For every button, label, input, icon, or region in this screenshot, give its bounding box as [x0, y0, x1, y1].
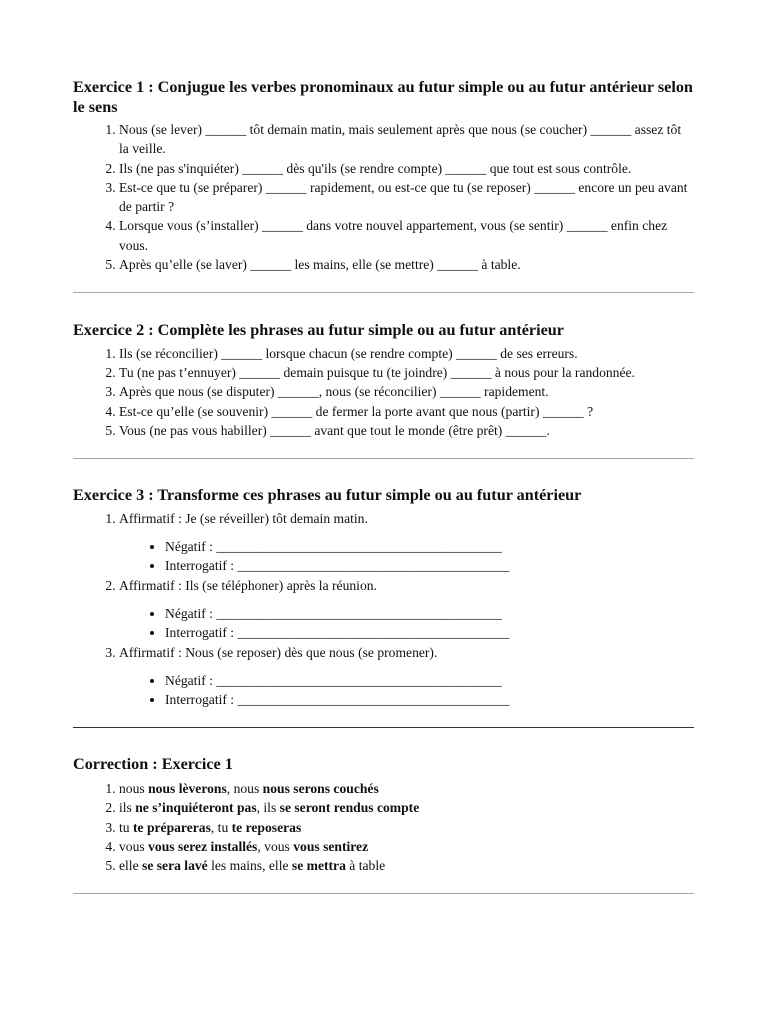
- correction-list: [73, 779, 694, 875]
- answer-text: ne s’inquiéteront pas: [135, 800, 257, 816]
- exercise-3: [73, 486, 694, 709]
- plain-text: , tu: [210, 819, 232, 835]
- plain-text: vous: [119, 838, 149, 854]
- exercise-1-list: [73, 120, 694, 274]
- section-divider: [73, 292, 694, 293]
- interrogative-answer-line: • Interrogatif : ________________________________________: [165, 690, 694, 709]
- list-item: 3. Est-ce que tu (se préparer) ______ rapidement, ou est-ce que tu (se reposer) ______ encore un peu avant de partir ?: [119, 178, 694, 217]
- list-item: [119, 856, 694, 875]
- exercise-3-title: Exercice 3 : Transforme ces phrases au futur simple ou au futur antérieur: [73, 486, 582, 505]
- list-item: [119, 798, 694, 817]
- correction-title: Correction : Exercice 1: [73, 754, 233, 773]
- affirmative-sentence: Affirmatif : Ils (se téléphoner) après la réunion.: [119, 577, 377, 593]
- affirmative-sentence: Affirmatif : Je (se réveiller) tôt demain matin.: [119, 510, 368, 526]
- answer-text: te prépareras: [132, 819, 211, 835]
- plain-text: elle: [119, 858, 143, 874]
- section-divider: [73, 893, 694, 894]
- plain-text: tu: [119, 819, 133, 835]
- negative-answer-line: • Négatif : __________________________________________: [165, 537, 694, 556]
- exercise-2-title: Exercice 2 : Complète les phrases au futur simple ou au futur antérieur: [73, 321, 564, 340]
- list-item: [119, 818, 694, 837]
- list-item: 5. Vous (ne pas vous habiller) ______ avant que tout le monde (être prêt) ______.: [119, 421, 694, 440]
- answer-text: se seront rendus compte: [279, 800, 420, 816]
- list-item: [119, 837, 694, 856]
- plain-text: ils: [119, 800, 136, 816]
- answer-list: [119, 537, 694, 576]
- exercise-1: [73, 78, 694, 274]
- exercise-1-title: Exercice 1 : Conjugue les verbes pronominaux au futur simple ou au futur antérieur selon le sens: [73, 78, 693, 116]
- plain-text: , nous: [226, 781, 263, 797]
- exercise-3-list: [73, 509, 694, 710]
- interrogative-answer-line: • Interrogatif : ________________________________________: [165, 623, 694, 642]
- answer-list: [119, 671, 694, 710]
- answer-text: se mettra: [291, 858, 346, 874]
- answer-text: nous lèverons: [148, 781, 227, 797]
- plain-text: les mains, elle: [207, 858, 292, 874]
- answer-text: nous serons couchés: [262, 781, 379, 797]
- plain-text: à table: [345, 858, 386, 874]
- interrogative-answer-line: • Interrogatif : ________________________________________: [165, 556, 694, 575]
- answer-list: [119, 604, 694, 643]
- plain-text: nous: [119, 781, 149, 797]
- correction-section: [73, 755, 694, 876]
- affirmative-sentence: Affirmatif : Nous (se reposer) dès que nous (se promener).: [119, 644, 438, 660]
- exercise-2-list: [73, 344, 694, 440]
- answer-text: se sera lavé: [142, 858, 208, 874]
- list-item: 4. Est-ce qu’elle (se souvenir) ______ de fermer la porte avant que nous (partir) ______ ?: [119, 402, 694, 421]
- plain-text: , vous: [257, 838, 294, 854]
- negative-answer-line: • Négatif : __________________________________________: [165, 671, 694, 690]
- list-item: 2. Ils (ne pas s'inquiéter) ______ dès qu'ils (se rendre compte) ______ que tout est sous contrôle.: [119, 159, 694, 178]
- list-item: [119, 509, 694, 576]
- answer-text: vous serez installés: [148, 838, 258, 854]
- plain-text: , ils: [256, 800, 280, 816]
- answer-text: vous sentirez: [293, 838, 369, 854]
- list-item: 1. Ils (se réconcilier) ______ lorsque chacun (se rendre compte) ______ de ses erreurs.: [119, 344, 694, 363]
- list-item: 1. Nous (se lever) ______ tôt demain matin, mais seulement après que nous (se coucher) ______ assez tôt la veille.: [119, 120, 694, 159]
- list-item: [119, 643, 694, 710]
- section-divider: [73, 458, 694, 459]
- exercise-2: [73, 321, 694, 440]
- list-item: 2. Tu (ne pas t’ennuyer) ______ demain puisque tu (te joindre) ______ à nous pour la randonnée.: [119, 363, 694, 382]
- list-item: 5. Après qu’elle (se laver) ______ les mains, elle (se mettre) ______ à table.: [119, 255, 694, 274]
- negative-answer-line: • Négatif : __________________________________________: [165, 604, 694, 623]
- answer-text: te reposeras: [231, 819, 302, 835]
- list-item: [119, 779, 694, 798]
- list-item: [119, 576, 694, 643]
- list-item: 3. Après que nous (se disputer) ______, nous (se réconcilier) ______ rapidement.: [119, 382, 694, 401]
- list-item: 4. Lorsque vous (s’installer) ______ dans votre nouvel appartement, vous (se sentir) ______ enfin chez vous.: [119, 216, 694, 255]
- section-divider: [73, 727, 694, 728]
